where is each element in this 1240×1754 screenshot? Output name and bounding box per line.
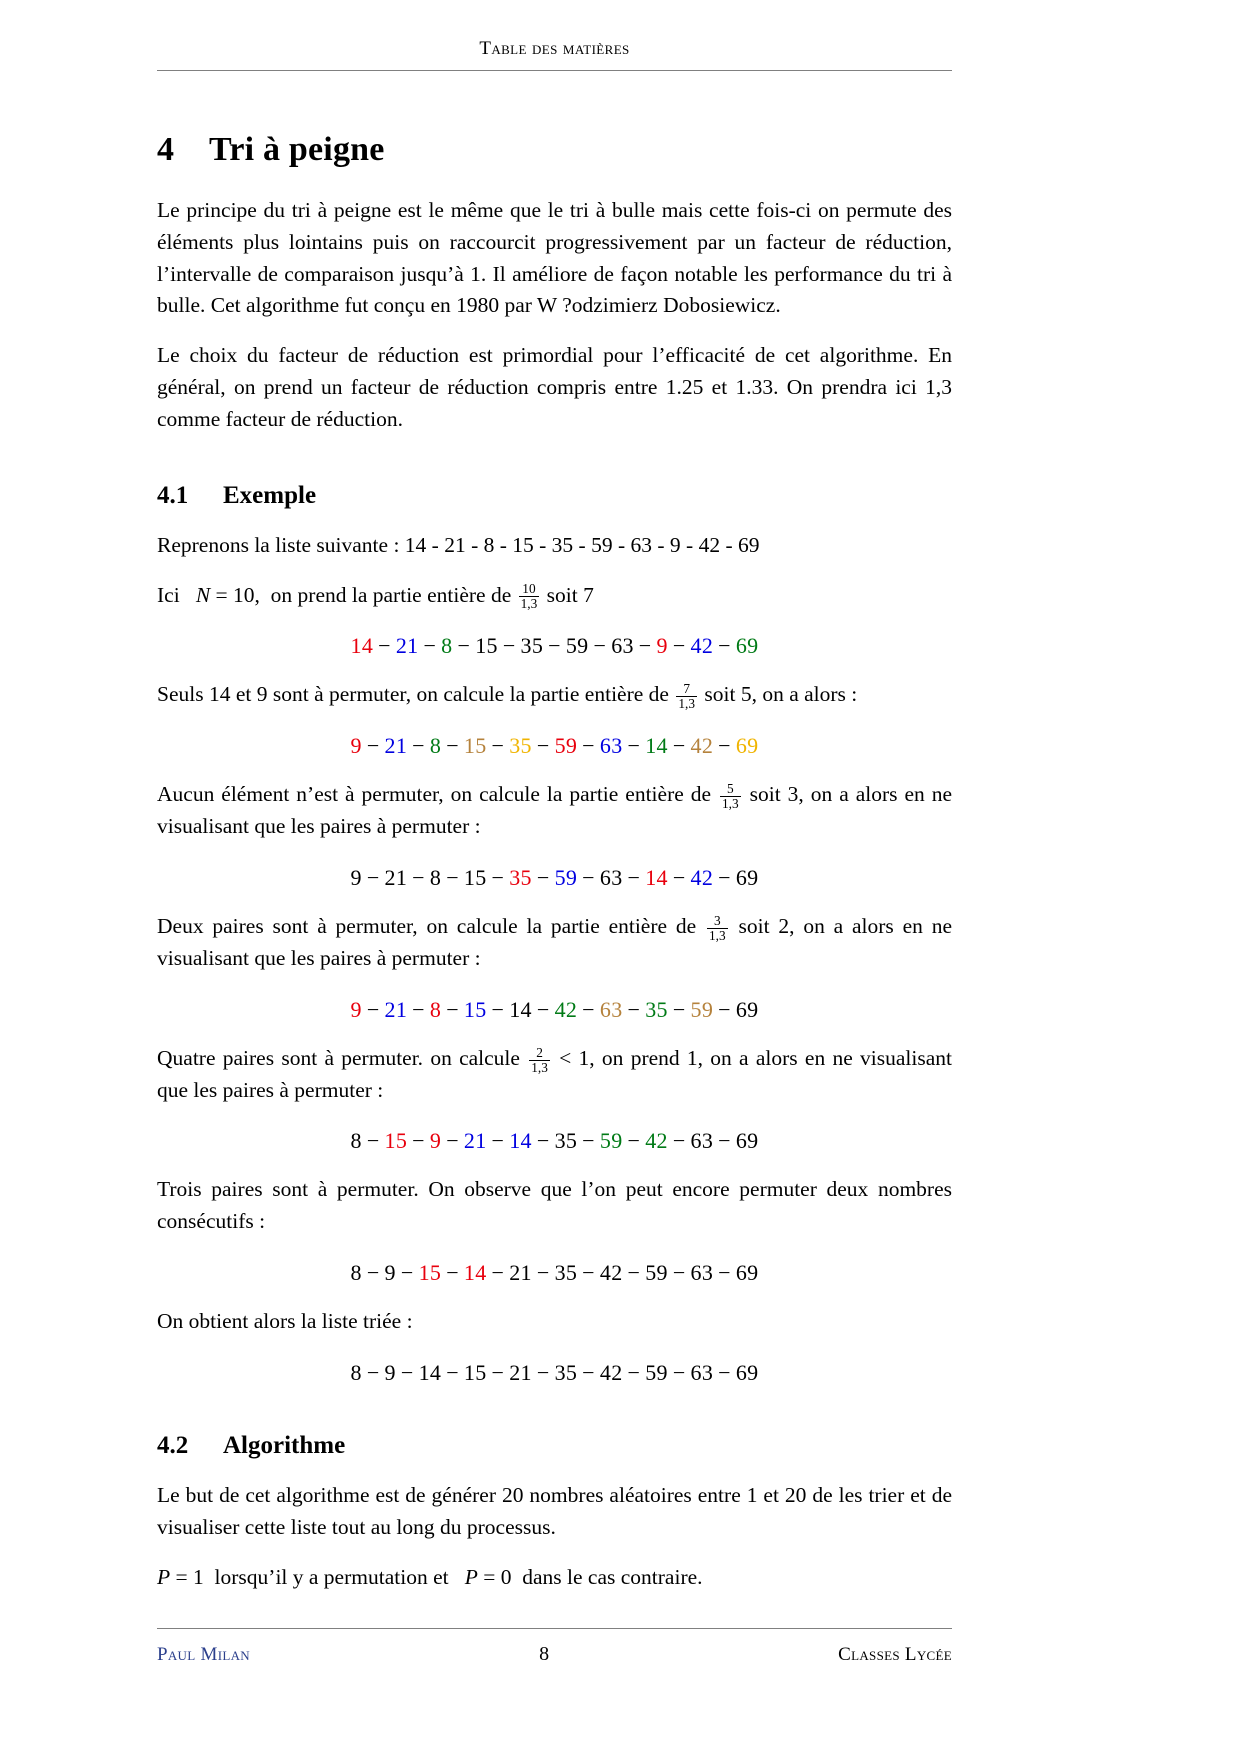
math-number: 69	[735, 1260, 759, 1286]
math-number: 69	[735, 865, 759, 891]
math-separator: −	[536, 1128, 550, 1154]
header-rule	[157, 70, 952, 71]
footer-row	[157, 1643, 952, 1666]
math-number: 69	[735, 1128, 759, 1154]
math-number: 63	[599, 865, 623, 891]
math-number: 14	[509, 996, 532, 1022]
math-number: 8	[350, 1128, 362, 1154]
math-number: 63	[599, 733, 623, 759]
p-value-2: = 0	[483, 1564, 512, 1589]
math-number: 42	[599, 1359, 623, 1385]
math-number: 69	[735, 733, 759, 759]
intro-paragraph-2: Le choix du facteur de réduction est primordial pour l’efficacité de cet algorithme. En général, on prend un facteur de réduction compris entre 1.25 et 1.33. On prendra ici 1,3 comme facteur de réduction.	[157, 343, 952, 431]
math-separator: −	[536, 996, 550, 1022]
math-number: 35	[509, 865, 532, 891]
math-separator: −	[672, 996, 686, 1022]
math-number: 14	[418, 1359, 442, 1385]
math-separator: −	[491, 996, 505, 1022]
math-separator: −	[491, 865, 505, 891]
step3-text	[157, 911, 952, 975]
math-line-list-pass-3	[157, 997, 952, 1023]
math-separator: −	[627, 1128, 641, 1154]
math-separator: −	[672, 865, 686, 891]
math-number: 35	[645, 996, 668, 1022]
math-separator: −	[491, 1359, 505, 1385]
math-number: 15	[463, 865, 487, 891]
p-variable-2: P	[464, 1564, 478, 1589]
math-separator: −	[412, 733, 425, 759]
math-separator: −	[446, 1260, 459, 1286]
math-separator: −	[627, 1260, 641, 1286]
footer-collection: Classes Lycée	[838, 1644, 952, 1665]
step3-after: soit 2, on a alors en ne visualisant que les paires à permuter :	[157, 914, 953, 970]
math-number: 63	[611, 633, 634, 659]
math-separator: −	[638, 633, 652, 659]
math-number: 14	[645, 865, 668, 891]
page-number: 8	[539, 1643, 550, 1665]
math-separator: −	[672, 733, 686, 759]
math-number: 63	[690, 1128, 714, 1154]
math-number: 42	[690, 633, 714, 659]
math-separator: −	[672, 633, 686, 659]
math-separator: −	[536, 1260, 550, 1286]
math-number: 42	[554, 996, 578, 1022]
section-number: 4	[157, 131, 175, 168]
p-value-1: = 1	[175, 1564, 204, 1589]
math-number: 59	[645, 1359, 668, 1385]
ici-suffix: soit 7	[546, 582, 594, 607]
math-number: 8	[429, 865, 442, 891]
footer-author: Paul Milan	[157, 1644, 250, 1665]
math-separator: −	[446, 1359, 459, 1385]
math-separator: −	[536, 1359, 550, 1385]
math-number: 15	[384, 1128, 408, 1154]
math-number: 21	[509, 1359, 532, 1385]
math-separator: −	[446, 996, 459, 1022]
math-number: 35	[520, 633, 544, 659]
subsection-number-42: 4.2	[157, 1431, 189, 1459]
math-separator: −	[366, 1260, 380, 1286]
math-separator: −	[582, 865, 595, 891]
math-number: 21	[463, 1128, 487, 1154]
ici-equals: = 10,	[215, 582, 260, 607]
math-number: 8	[350, 1359, 362, 1385]
math-number: 21	[384, 733, 408, 759]
algorithm-paragraph: Le but de cet algorithme est de générer 20 nombres aléatoires entre 1 et 20 de les trier et de visualiser cette liste tout au long du processus.	[157, 1482, 952, 1539]
math-number: 9	[429, 1128, 442, 1154]
step3-before: Deux paires sont à permuter, on calcule la partie entière de	[157, 914, 697, 939]
math-line-list-pass-2	[157, 865, 952, 891]
page-content	[157, 0, 952, 1611]
math-number: 59	[599, 1128, 623, 1154]
step5-text: Trois paires sont à permuter. On observe que l’on peut encore permuter deux nombres consécutifs :	[157, 1177, 952, 1234]
math-separator: −	[718, 1359, 731, 1385]
ici-variable: N	[195, 582, 211, 607]
math-line-list-sorted	[157, 1360, 952, 1386]
math-separator: −	[366, 1128, 380, 1154]
math-separator: −	[672, 1260, 686, 1286]
math-separator: −	[718, 996, 731, 1022]
math-number: 8	[429, 996, 442, 1022]
math-line-list-pass-0	[157, 633, 952, 659]
math-separator: −	[672, 1359, 686, 1385]
subsection-heading-algorithme	[157, 1432, 952, 1460]
math-number: 69	[735, 633, 759, 659]
math-line-list-pass-4	[157, 1128, 952, 1154]
step4-text	[157, 1043, 952, 1107]
step1-after: soit 5, on a alors :	[704, 682, 858, 707]
page-footer	[157, 1628, 952, 1666]
math-number: 59	[690, 996, 714, 1022]
math-separator: −	[718, 633, 731, 659]
math-separator: −	[627, 996, 641, 1022]
subsection-title-41: Exemple	[223, 481, 317, 509]
step1-text	[157, 679, 952, 711]
math-number: 8	[350, 1260, 362, 1286]
math-separator: −	[457, 633, 471, 659]
math-separator: −	[412, 996, 425, 1022]
math-number: 15	[475, 633, 498, 659]
math-separator: −	[718, 1128, 731, 1154]
math-number: 9	[656, 633, 668, 659]
math-number: 35	[509, 733, 532, 759]
math-separator: −	[366, 1359, 380, 1385]
math-separator: −	[400, 1359, 414, 1385]
math-number: 63	[690, 1260, 714, 1286]
math-separator: −	[366, 733, 380, 759]
math-number: 59	[645, 1260, 668, 1286]
running-header	[157, 0, 952, 60]
math-number: 15	[463, 1359, 487, 1385]
math-number: 35	[554, 1128, 578, 1154]
math-number: 63	[690, 1359, 714, 1385]
math-number: 15	[463, 733, 487, 759]
math-number: 9	[350, 733, 362, 759]
math-number: 21	[384, 996, 408, 1022]
p-tail-text: dans le cas contraire.	[522, 1564, 703, 1589]
step6-text: On obtient alors la liste triée :	[157, 1309, 413, 1334]
math-number: 9	[350, 865, 362, 891]
step4-before: Quatre paires sont à permuter. on calcule	[157, 1045, 520, 1070]
subsection-heading-exemple	[157, 482, 952, 510]
math-number: 9	[384, 1260, 396, 1286]
math-number: 15	[463, 996, 487, 1022]
math-number: 42	[645, 1128, 668, 1154]
math-number: 8	[441, 633, 453, 659]
step2-text	[157, 779, 952, 843]
math-separator: −	[446, 865, 459, 891]
math-separator: −	[378, 633, 391, 659]
math-separator: −	[718, 1260, 731, 1286]
math-number: 14	[463, 1260, 487, 1286]
math-separator: −	[593, 633, 607, 659]
ici-prefix: Ici	[157, 582, 180, 607]
math-number: 21	[384, 865, 408, 891]
math-separator: −	[366, 865, 380, 891]
math-number: 15	[418, 1260, 442, 1286]
math-separator: −	[582, 1359, 595, 1385]
step2-after: soit 3, on a alors en ne visualisant que les paires à permuter :	[157, 782, 953, 839]
math-separator: −	[423, 633, 437, 659]
section-title: Tri à peigne	[209, 131, 385, 168]
math-number: 8	[429, 733, 442, 759]
math-number: 9	[350, 996, 362, 1022]
math-separator: −	[446, 1128, 459, 1154]
math-line-list-pass-5	[157, 1260, 952, 1286]
ici-mid-text: on prend la partie entière de	[270, 582, 512, 607]
math-number: 69	[735, 996, 759, 1022]
example-lead: Reprenons la liste suivante : 14 - 21 - 8 - 15 - 35 - 59 - 63 - 9 - 42 - 69	[157, 532, 760, 557]
math-number: 42	[599, 1260, 623, 1286]
step2-before: Aucun élément n’est à permuter, on calcule la partie entière de	[157, 782, 712, 807]
fraction-2-over-1-3: $\frac{2}{1,3}$	[531, 1044, 548, 1075]
math-separator: −	[718, 865, 731, 891]
math-number: 59	[554, 733, 578, 759]
math-number: 14	[645, 733, 668, 759]
math-separator: −	[627, 733, 641, 759]
math-separator: −	[412, 865, 425, 891]
math-separator: −	[491, 733, 505, 759]
math-separator: −	[582, 733, 595, 759]
math-separator: −	[366, 996, 380, 1022]
math-number: 21	[395, 633, 419, 659]
math-separator: −	[491, 1128, 505, 1154]
math-number: 42	[690, 865, 714, 891]
math-separator: −	[412, 1128, 425, 1154]
math-number: 69	[735, 1359, 759, 1385]
math-separator: −	[627, 1359, 641, 1385]
math-separator: −	[548, 633, 561, 659]
math-number: 21	[509, 1260, 532, 1286]
math-number: 14	[509, 1128, 532, 1154]
math-separator: −	[491, 1260, 505, 1286]
math-separator: −	[672, 1128, 686, 1154]
ici-line	[157, 580, 952, 612]
math-separator: −	[400, 1260, 414, 1286]
fraction-10-over-1-3: $\frac{10}{1,3}$	[520, 581, 538, 612]
math-number: 35	[554, 1260, 578, 1286]
math-number: 14	[350, 633, 374, 659]
math-number: 59	[565, 633, 589, 659]
fraction-7-over-1-3: $\frac{7}{1,3}$	[678, 681, 696, 712]
fraction-5-over-1-3: $\frac{5}{1,3}$	[722, 781, 739, 812]
step1-before: Seuls 14 et 9 sont à permuter, on calcule la partie entière de	[157, 682, 669, 707]
math-separator: −	[536, 733, 550, 759]
subsection-title-42: Algorithme	[223, 1431, 346, 1459]
math-number: 59	[554, 865, 578, 891]
math-number: 35	[554, 1359, 578, 1385]
math-separator: −	[502, 633, 516, 659]
step4-after: < 1, on prend 1, on a alors en ne visualisant que les paires à permuter :	[157, 1045, 952, 1102]
p-definition-line	[157, 1562, 952, 1594]
math-separator: −	[536, 865, 550, 891]
intro-paragraph-1: Le principe du tri à peigne est le même que le tri à bulle mais cette fois-ci on permute des éléments plus lointains puis on raccourcit progressivement par un facteur de réduction, l’intervalle de comparaison jusqu’à 1. Il améliore de façon notable les performance du tri à bulle. Cet algorithme fut conçu en 1980 par W ?odzimierz Dobosiewicz.	[157, 198, 952, 318]
math-separator: −	[582, 1128, 595, 1154]
p-variable-1: P	[157, 1564, 171, 1589]
math-separator: −	[446, 733, 459, 759]
math-separator: −	[582, 1260, 595, 1286]
math-number: 63	[599, 996, 623, 1022]
p-mid-text: lorsqu’il y a permutation et	[214, 1564, 449, 1589]
fraction-3-over-1-3: $\frac{3}{1,3}$	[709, 912, 726, 943]
footer-rule	[157, 1628, 952, 1629]
math-line-list-pass-1	[157, 733, 952, 759]
math-number: 42	[690, 733, 714, 759]
math-separator: −	[718, 733, 731, 759]
math-separator: −	[627, 865, 641, 891]
math-separator: −	[582, 996, 595, 1022]
subsection-number-41: 4.1	[157, 481, 189, 509]
math-number: 9	[384, 1359, 396, 1385]
page-title	[157, 131, 952, 169]
running-header-title: Table des matières	[479, 38, 630, 59]
